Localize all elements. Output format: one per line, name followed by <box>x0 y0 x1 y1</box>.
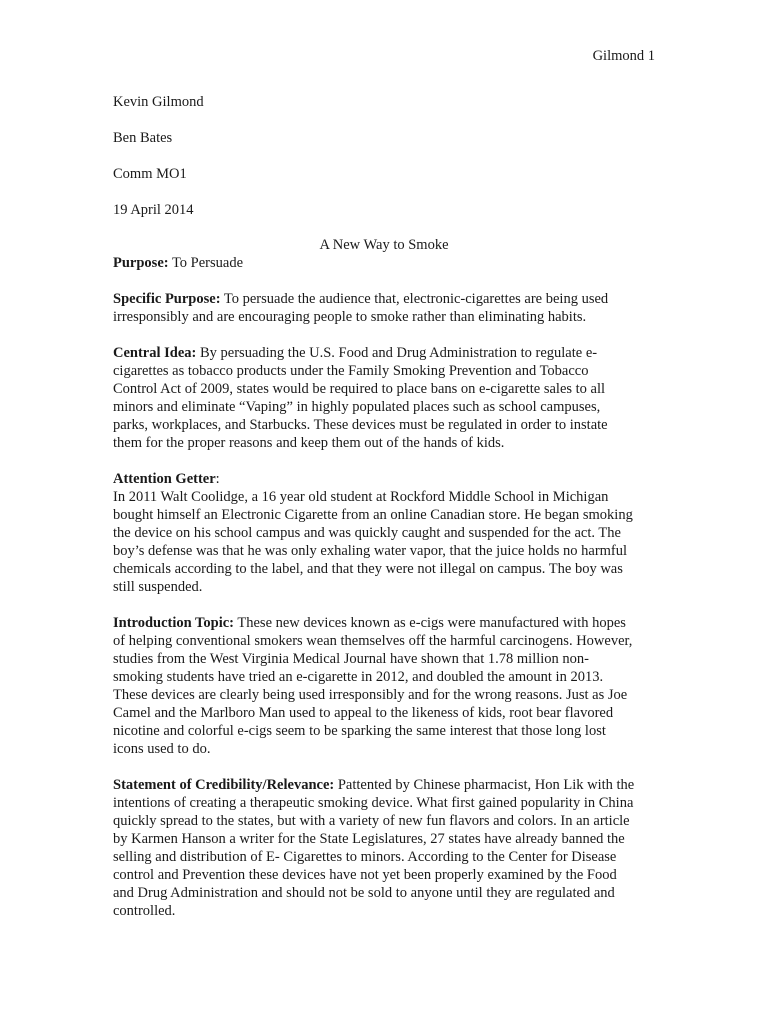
credibility-line-2: intentions of creating a therapeutic smoking device. What first gained popularity in China <box>113 795 634 811</box>
introduction-topic-line-3: studies from the West Virginia Medical Journal have shown that 1.78 million non- <box>113 651 589 667</box>
credibility-text: Pattented by Chinese pharmacist, Hon Lik with the <box>334 777 635 793</box>
specific-purpose-text: To persuade the audience that, electronic-cigarettes are being used <box>220 291 609 307</box>
specific-purpose-line-2: irresponsibly and are encouraging people to smoke rather than eliminating habits. <box>113 309 587 325</box>
running-header: Gilmond 1 <box>592 48 655 64</box>
introduction-topic-line-4: smoking students have tried an e-cigarette in 2012, and doubled the amount in 2013. <box>113 669 604 685</box>
author-name: Kevin Gilmond <box>113 94 204 110</box>
attention-getter-colon: : <box>215 471 220 487</box>
credibility-line-3: quickly spread to the states, but with a variety of new fun flavors and colors. In an article <box>113 813 630 829</box>
specific-purpose-section <box>113 290 659 326</box>
introduction-topic-label: Introduction Topic: <box>113 615 235 631</box>
purpose-line-1 <box>113 254 659 272</box>
credibility-line-5: selling and distribution of E- Cigarettes to minors. According to the Center for Disease <box>113 849 617 865</box>
specific-purpose-line-1 <box>113 290 659 308</box>
introduction-topic-text: These new devices known as e-cigs were manufactured with hopes <box>234 615 626 631</box>
attention-getter-label: Attention Getter <box>113 471 216 487</box>
credibility-line-6: control and Prevention these devices have not yet been properly examined by the Food <box>113 867 617 883</box>
attention-getter-line-3: the device on his school campus and was quickly caught and suspended for the act. The <box>113 525 621 541</box>
introduction-topic-line-1 <box>113 614 659 632</box>
purpose-text: To Persuade <box>168 255 244 271</box>
introduction-topic-line-5: These devices are clearly being used irresponsibly and for the wrong reasons. Just as Joe <box>113 687 628 703</box>
introduction-topic-line-2: of helping conventional smokers wean themselves off the harmful carcinogens. However, <box>113 633 633 649</box>
instructor-name: Ben Bates <box>113 130 173 146</box>
purpose-label: Purpose: <box>113 255 169 271</box>
introduction-topic-section <box>113 614 659 758</box>
central-idea-section <box>113 344 659 452</box>
specific-purpose-label: Specific Purpose: <box>113 291 221 307</box>
credibility-label: Statement of Credibility/Relevance: <box>113 777 335 793</box>
document-date: 19 April 2014 <box>113 202 194 218</box>
credibility-section <box>113 776 659 920</box>
course-name: Comm MO1 <box>113 166 187 182</box>
central-idea-line-1 <box>113 344 659 362</box>
attention-getter-line-4: boy’s defense was that he was only exhaling water vapor, that the juice holds no harmful <box>113 543 628 559</box>
central-idea-text: By persuading the U.S. Food and Drug Administration to regulate e- <box>196 345 598 361</box>
central-idea-label: Central Idea: <box>113 345 197 361</box>
credibility-line-8: controlled. <box>113 903 176 919</box>
mla-heading <box>113 93 204 237</box>
introduction-topic-line-8: icons used to do. <box>113 741 211 757</box>
document-title: A New Way to Smoke <box>319 237 449 253</box>
attention-getter-line-1: In 2011 Walt Coolidge, a 16 year old student at Rockford Middle School in Michigan <box>113 489 609 505</box>
central-idea-line-3: Control Act of 2009, states would be required to place bans on e-cigarette sales to all <box>113 381 606 397</box>
attention-getter-section <box>113 470 659 596</box>
credibility-line-1 <box>113 776 659 794</box>
central-idea-line-4: minors and eliminate “Vaping” in highly populated places such as school campuses, <box>113 399 601 415</box>
credibility-line-4: by Karmen Hanson a writer for the State Legislatures, 27 states have already banned the <box>113 831 625 847</box>
attention-getter-heading <box>113 470 659 488</box>
central-idea-line-6: them for the proper reasons and keep them out of the hands of kids. <box>113 435 505 451</box>
attention-getter-line-5: chemicals according to the label, and that they were not illegal on campus. The boy was <box>113 561 623 577</box>
attention-getter-line-6: still suspended. <box>113 579 203 595</box>
purpose-section <box>113 254 659 272</box>
credibility-line-7: and Drug Administration and should not be sold to anyone until they are regulated and <box>113 885 615 901</box>
attention-getter-line-2: bought himself an Electronic Cigarette from an online Canadian store. He began smoking <box>113 507 633 523</box>
introduction-topic-line-7: nicotine and colorful e-cigs seem to be sparking the same interest that those long lost <box>113 723 606 739</box>
document-body <box>113 254 659 938</box>
central-idea-line-2: cigarettes as tobacco products under the Family Smoking Prevention and Tobacco <box>113 363 589 379</box>
central-idea-line-5: parks, workplaces, and Starbucks. These devices must be regulated in order to instate <box>113 417 608 433</box>
introduction-topic-line-6: Camel and the Marlboro Man used to appeal to the likeness of kids, root bear flavored <box>113 705 614 721</box>
